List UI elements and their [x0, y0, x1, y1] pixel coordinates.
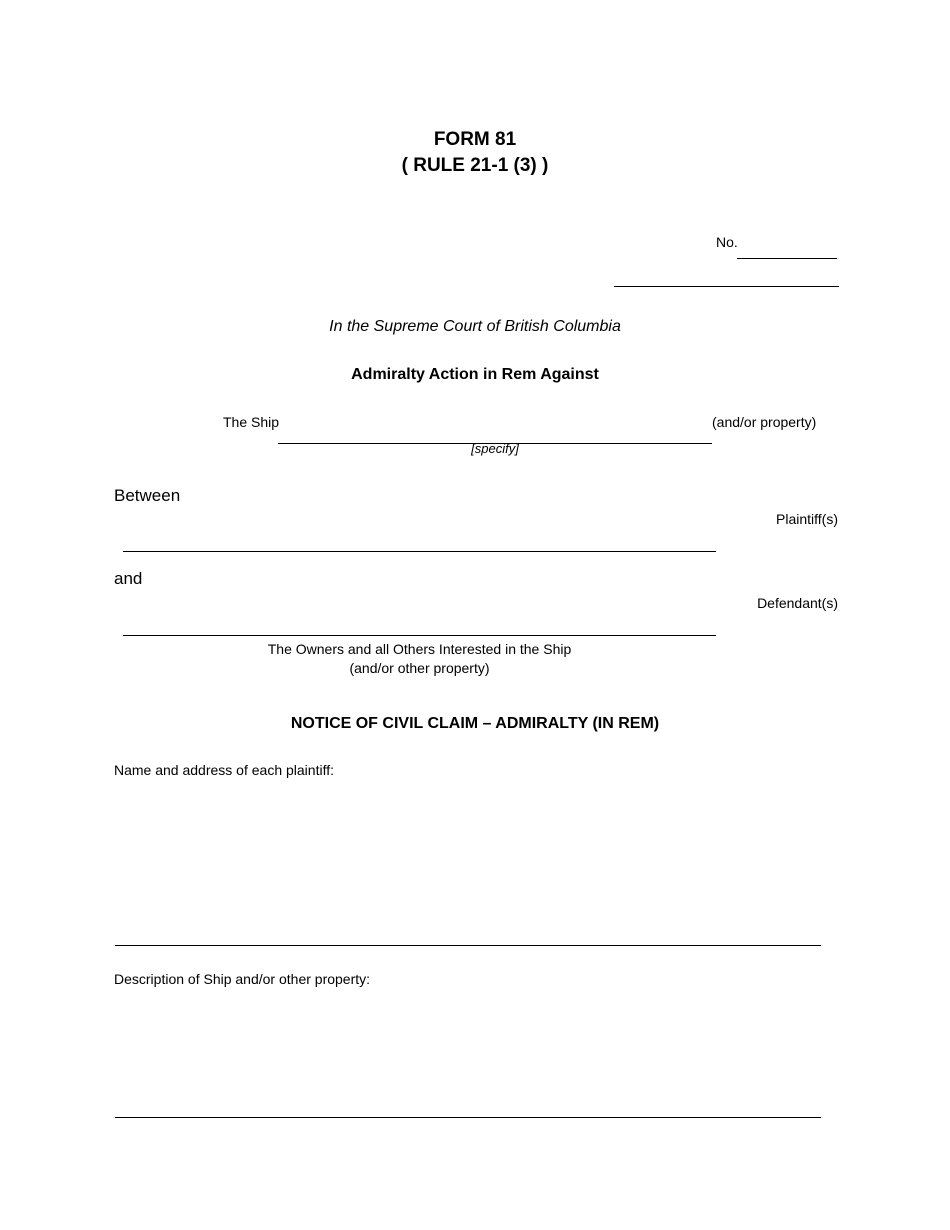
plaintiff-address-field[interactable] — [115, 945, 821, 946]
and-label: and — [114, 569, 143, 588]
defendant-caption — [123, 640, 716, 678]
registry-line[interactable] — [614, 286, 839, 287]
file-number-field[interactable] — [737, 258, 837, 259]
action-title: Admiralty Action in Rem Against — [351, 366, 599, 383]
court-name: In the Supreme Court of British Columbia — [329, 318, 621, 335]
plaintiff-role-label: Plaintiff(s) — [776, 511, 838, 527]
ship-description-field[interactable] — [115, 1117, 821, 1118]
defendant-name-field[interactable] — [123, 635, 716, 636]
property-suffix: (and/or property) — [712, 414, 817, 430]
file-number-label: No. — [716, 234, 738, 250]
between-label: Between — [114, 486, 181, 505]
notice-title: NOTICE OF CIVIL CLAIM – ADMIRALTY (IN REM) — [290, 715, 660, 732]
ship-description-label: Description of Ship and/or other property: — [114, 971, 371, 987]
defendant-caption-line2: (and/or other property) — [349, 660, 490, 676]
ship-label: The Ship — [223, 414, 280, 430]
plaintiff-name-field[interactable] — [123, 551, 716, 552]
defendant-role-label: Defendant(s) — [757, 595, 838, 611]
form-title: FORM 81 — [433, 129, 517, 150]
defendant-caption-line1: The Owners and all Others Interested in the Ship — [267, 641, 572, 657]
rule-reference: ( RULE 21-1 (3) ) — [401, 155, 549, 176]
plaintiff-address-label: Name and address of each plaintiff: — [114, 762, 334, 778]
specify-hint: [specify] — [471, 441, 519, 456]
